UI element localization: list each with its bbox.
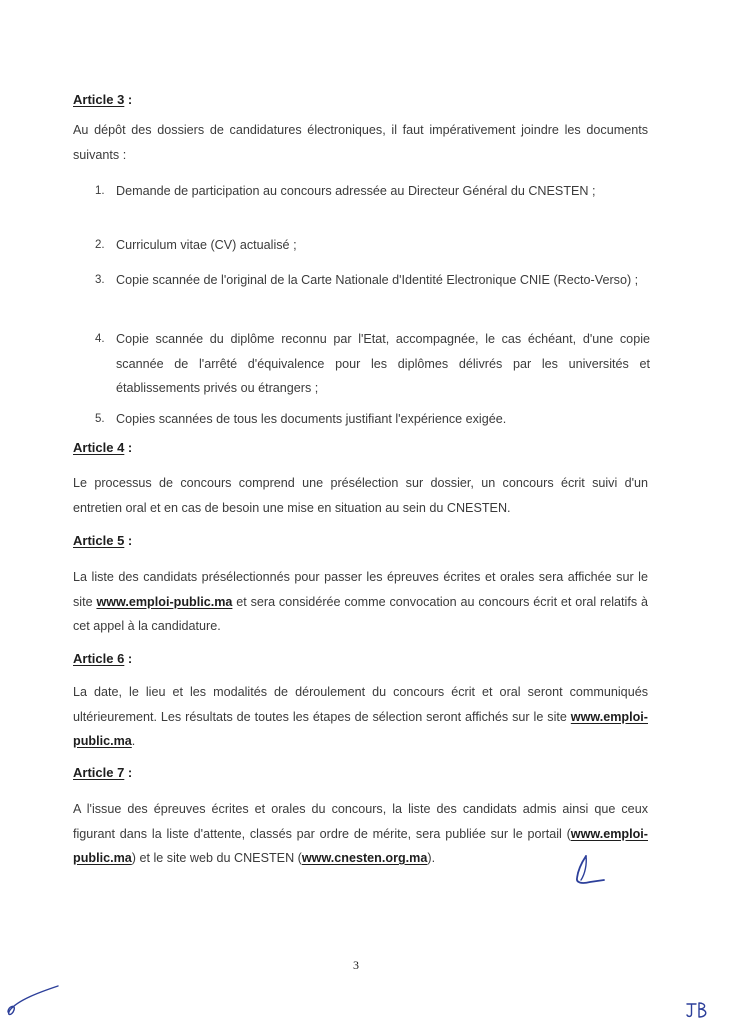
- signature-icon: [4, 982, 64, 1020]
- article-6-heading: [73, 651, 132, 666]
- article-4-colon: :: [124, 440, 133, 455]
- article-6-text-after: .: [131, 734, 136, 748]
- list-item: [95, 268, 650, 293]
- article-7-text-mid: ) et le site web du CNESTEN (: [131, 851, 302, 865]
- article-4-heading: [73, 440, 132, 455]
- article-7-title: Article 7: [73, 765, 125, 780]
- article-5-title: Article 5: [73, 533, 125, 548]
- article-3-title: Article 3: [73, 92, 125, 107]
- initials-stamp-icon: [684, 1000, 714, 1020]
- list-item-text: Copies scannées de tous les documents justifiant l'expérience exigée.: [116, 412, 507, 426]
- article-6-text: [73, 680, 648, 754]
- emploi-public-link[interactable]: www.emploi-public.ma: [73, 826, 648, 865]
- list-item: [95, 327, 650, 401]
- article-5-colon: :: [124, 533, 133, 548]
- list-item-number: 5.: [95, 413, 105, 425]
- article-4-title: Article 4: [73, 440, 125, 455]
- emploi-public-link[interactable]: www.emploi-public.ma: [96, 594, 233, 609]
- article-5-text-after: et sera considérée comme convocation au concours écrit et oral relatifs à cet appel à la candidature.: [73, 594, 648, 633]
- list-item-text: Copie scannée de l'original de la Carte Nationale d'Identité Electronique CNIE (Recto-Verso) ;: [116, 273, 639, 287]
- article-7-colon: :: [124, 765, 133, 780]
- handwritten-initial-icon: [568, 852, 610, 888]
- article-3-colon: :: [124, 92, 133, 107]
- article-5-heading: [73, 533, 132, 548]
- article-5-text-before: La liste des candidats présélectionnés pour passer les épreuves écrites et orales sera affichée sur le site: [73, 570, 648, 609]
- article-6-colon: :: [124, 651, 133, 666]
- list-item: [95, 407, 650, 432]
- article-4-text: Le processus de concours comprend une présélection sur dossier, un concours écrit suivi d'un entretien oral et en cas de besoin une mise en situation au sein du CNESTEN.: [73, 476, 648, 515]
- list-item: [95, 179, 650, 204]
- list-item-number: 2.: [95, 239, 105, 251]
- list-item: [95, 233, 650, 258]
- cnesten-link[interactable]: www.cnesten.org.ma: [301, 851, 428, 865]
- list-item-number: 4.: [95, 333, 105, 345]
- article-5-text: [73, 565, 648, 639]
- list-item-text: Curriculum vitae (CV) actualisé ;: [116, 238, 297, 252]
- article-7-text: [73, 797, 648, 871]
- page-number: 3: [353, 958, 359, 972]
- list-item-text: Copie scannée du diplôme reconnu par l'Etat, accompagnée, le cas échéant, d'une copie scannée de l'arrêté d'équivalence pour les diplômes délivrés par les universités et établissements privés ou étrangers ;: [116, 332, 650, 395]
- article-3-heading: [73, 92, 132, 107]
- article-7-text-after: ).: [427, 851, 436, 865]
- article-7-heading: [73, 765, 132, 780]
- list-item-number: 1.: [95, 185, 105, 197]
- emploi-public-link[interactable]: www.emploi-public.ma: [73, 709, 648, 748]
- list-item-number: 3.: [95, 274, 105, 286]
- article-6-title: Article 6: [73, 651, 125, 666]
- article-3-intro: Au dépôt des dossiers de candidatures électroniques, il faut impérativement joindre les documents suivants :: [73, 123, 648, 162]
- list-item-text: Demande de participation au concours adressée au Directeur Général du CNESTEN ;: [116, 184, 596, 198]
- article-6-text-before: La date, le lieu et les modalités de déroulement du concours écrit et oral seront communiqués ultérieurement. Les résultats de toutes les étapes de sélection seront affichés sur le site: [73, 685, 648, 724]
- article-7-text-before: A l'issue des épreuves écrites et orales du concours, la liste des candidats admis ainsi que ceux figurant dans la liste d'attente, classés par ordre de mérite, sera publiée sur le portail (: [73, 802, 648, 841]
